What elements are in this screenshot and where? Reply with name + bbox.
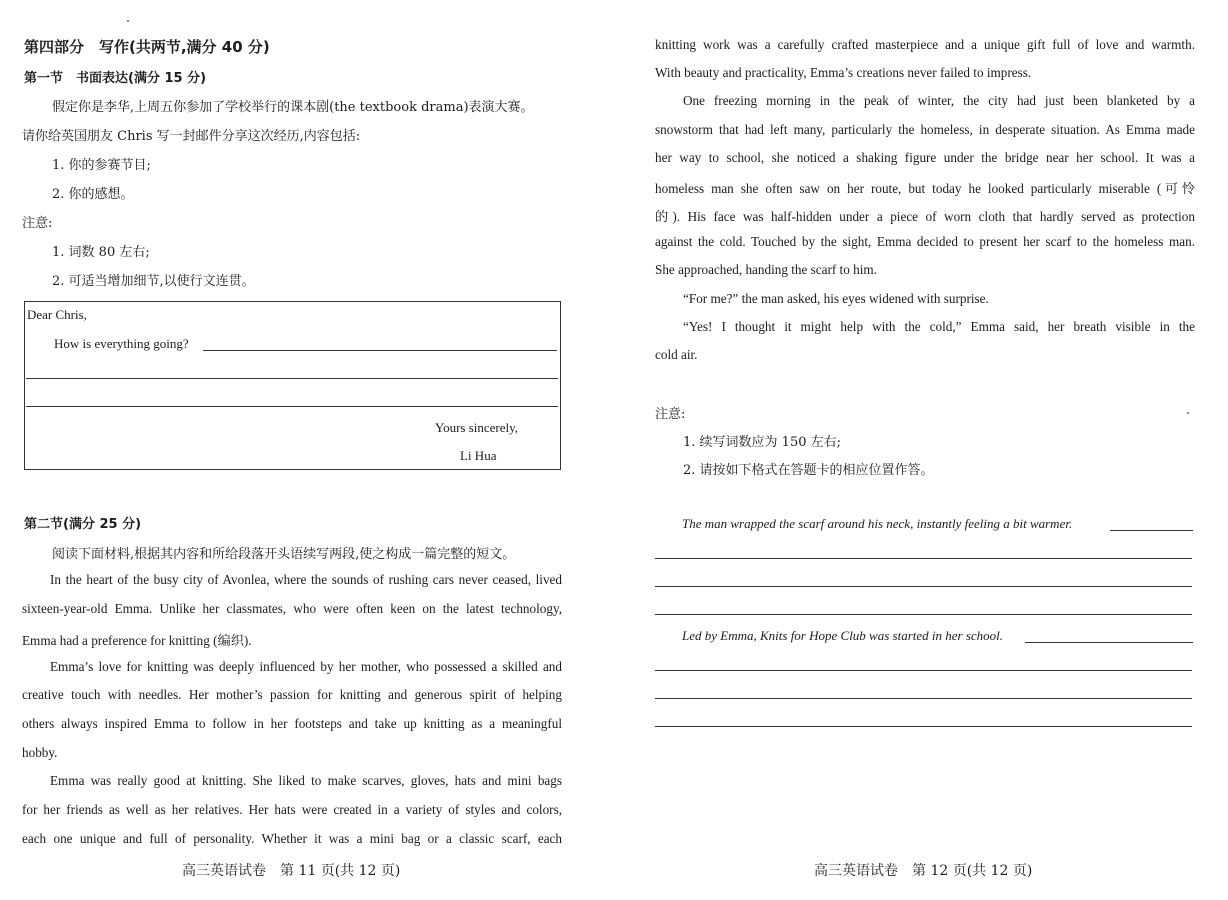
answer-line [203,350,557,351]
scan-speck [127,20,129,22]
answer-line [26,406,558,407]
task-paragraph-1: 假定你是李华,上周五你参加了学校举行的课本剧(the textbook drama)表演大赛。 [52,100,534,115]
passage-line: against the cold. Touched by the sight, Emma decided to present her scarf to the homeless man. [655,234,1195,249]
note-label: 注意: [22,216,53,231]
passage-line: snowstorm that had left many, particularly the homeless, in desperate situation. As Emma made [655,122,1195,137]
letter-closing: Yours sincerely, [435,420,519,435]
answer-line [655,586,1192,587]
passage-line: each one unique and full of personality. Whether it was a mini bag or a classic scarf, each [22,831,562,846]
passage-line: homeless man she often saw on her route, but today he looked particularly miserable (可怜 [655,181,1195,196]
note-1: 1. 续写词数应为 150 左右; [683,435,841,450]
answer-line [1025,642,1193,643]
task-item-2: 2. 你的感想。 [52,187,134,202]
task-item-1: 1. 你的参赛节目; [52,158,151,173]
section2-title: 第二节(满分 25 分) [24,517,142,532]
passage-line: One freezing morning in the peak of winter, the city had just been blanketed by a [683,93,1195,108]
passage-line: creative touch with needles. Her mother’s passion for knitting and generous spirit of helping [22,687,562,702]
note-label: 注意: [655,407,686,422]
page-footer-right: 高三英语试卷 第 12 页(共 12 页) [814,863,1033,879]
part-title: 第四部分 写作(共两节,满分 40 分) [24,38,270,56]
letter-signature: Li Hua [460,448,497,463]
passage-line: 的). His face was half-hidden under a piece of worn cloth that hardly served as protection [655,209,1195,224]
continuation-prompt-1: The man wrapped the scarf around his neck, instantly feeling a bit warmer. [682,516,1073,531]
section1-title: 第一节 书面表达(满分 15 分) [24,71,207,86]
passage-line: In the heart of the busy city of Avonlea, where the sounds of rushing cars never ceased, lived [50,572,562,587]
passage-line: Emma’s love for knitting was deeply influenced by her mother, who possessed a skilled and [50,659,562,674]
passage-line: for her friends as well as her relatives. Her hats were created in a variety of styles and colors, [22,802,562,817]
passage-line: “For me?” the man asked, his eyes widened with surprise. [683,291,989,306]
passage-line: hobby. [22,745,58,760]
scan-speck [1187,412,1189,414]
passage-line: “Yes! I thought it might help with the cold,” Emma said, her breath visible in the [683,319,1195,334]
section2-instructions: 阅读下面材料,根据其内容和所给段落开头语续写两段,使之构成一篇完整的短文。 [52,547,516,562]
letter-answer-box [24,301,561,470]
note-2: 2. 可适当增加细节,以使行文连贯。 [52,274,255,289]
answer-line [655,558,1192,559]
passage-line: others always inspired Emma to follow in her footsteps and take up knitting as a meaningful [22,716,562,731]
answer-line [1110,530,1193,531]
passage-line: cold air. [655,347,698,362]
answer-line [655,614,1192,615]
page-footer-left: 高三英语试卷 第 11 页(共 12 页) [182,863,401,879]
passage-line: With beauty and practicality, Emma’s creations never failed to impress. [655,65,1032,80]
letter-opening: How is everything going? [54,336,189,351]
note-2: 2. 请按如下格式在答题卡的相应位置作答。 [683,463,934,478]
continuation-prompt-2: Led by Emma, Knits for Hope Club was started in her school. [682,628,1004,643]
note-1: 1. 词数 80 左右; [52,245,150,260]
passage-line: Emma had a preference for knitting (编织). [22,633,252,648]
answer-line [655,726,1192,727]
answer-line [655,670,1192,671]
passage-line: She approached, handing the scarf to him. [655,262,877,277]
answer-line [655,698,1192,699]
answer-line [26,378,558,379]
passage-line: Emma was really good at knitting. She liked to make scarves, gloves, hats and mini bags [50,773,562,788]
passage-line: sixteen-year-old Emma. Unlike her classmates, who were often keen on the latest technology, [22,601,562,616]
passage-line: her way to school, she noticed a shaking figure under the bridge near her school. It was a [655,150,1195,165]
task-paragraph-2: 请你给英国朋友 Chris 写一封邮件分享这次经历,内容包括: [22,129,361,144]
letter-greeting: Dear Chris, [27,307,87,322]
passage-line: knitting work was a carefully crafted masterpiece and a unique gift full of love and warmth. [655,37,1195,52]
